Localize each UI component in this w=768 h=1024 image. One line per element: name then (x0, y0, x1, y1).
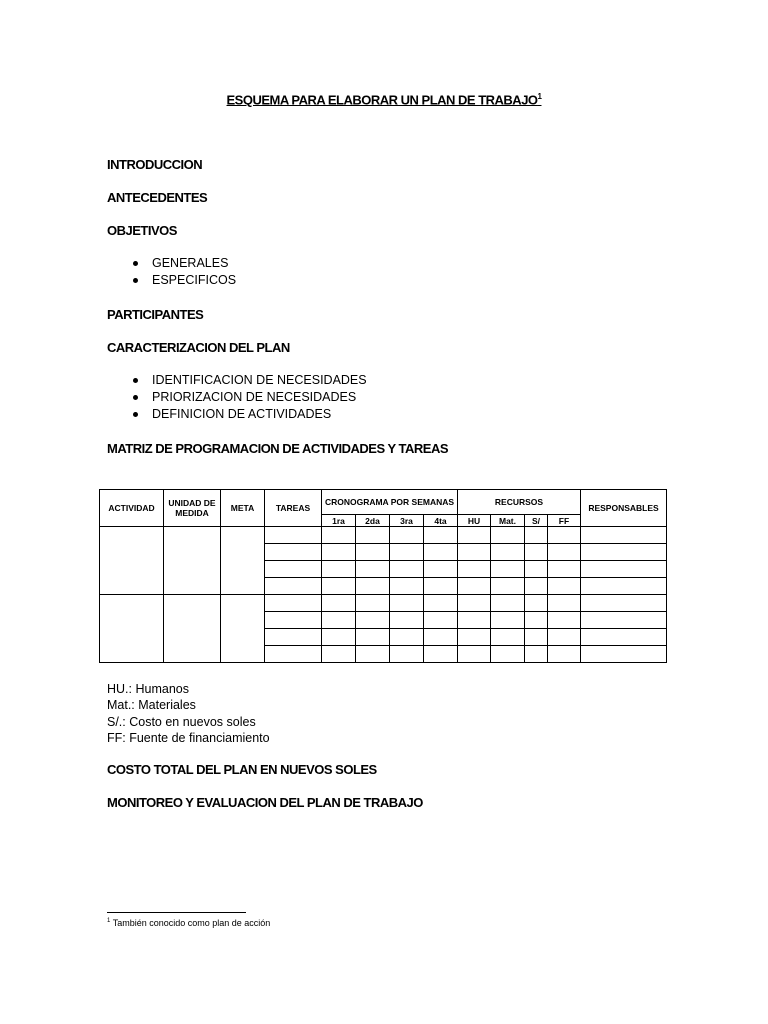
col-header-recurso: S/ (525, 515, 548, 527)
table-cell (525, 561, 548, 578)
heading-introduccion: INTRODUCCION (107, 157, 203, 172)
document-title: ESQUEMA PARA ELABORAR UN PLAN DE TRABAJO$^1$ (226, 92, 542, 108)
table-cell (424, 629, 458, 646)
col-header-semana: 4ta (424, 515, 458, 527)
table-cell (525, 595, 548, 612)
table-cell (322, 612, 356, 629)
table-cell (491, 561, 525, 578)
table-cell (548, 578, 581, 595)
footnote-divider (107, 912, 246, 913)
col-header-actividad: ACTIVIDAD (100, 490, 164, 527)
table-cell (356, 612, 390, 629)
table-cell (221, 595, 265, 663)
matrix-body (100, 527, 667, 663)
table-cell (548, 527, 581, 544)
heading-matriz: MATRIZ DE PROGRAMACION DE ACTIVIDADES Y TAREAS (107, 441, 449, 456)
table-cell (100, 595, 164, 663)
legend-item: HU.: Humanos (107, 682, 189, 696)
table-cell (525, 578, 548, 595)
table-cell (525, 544, 548, 561)
table-cell (581, 612, 667, 629)
table-cell (581, 544, 667, 561)
table-cell (390, 561, 424, 578)
table-cell (458, 646, 491, 663)
heading-antecedentes: ANTECEDENTES (107, 190, 208, 205)
table-cell (390, 578, 424, 595)
caracterizacion-list (107, 372, 367, 423)
footnote-mark: 1 (107, 918, 111, 924)
col-header-unidad-medida: UNIDAD DE MEDIDA (164, 490, 221, 527)
col-header-semana: 2da (356, 515, 390, 527)
table-cell (581, 595, 667, 612)
table-cell (458, 561, 491, 578)
list-item: IDENTIFICACION DE NECESIDADES (107, 372, 367, 389)
table-cell (424, 612, 458, 629)
table-cell (424, 646, 458, 663)
table-cell (390, 646, 424, 663)
table-cell (390, 612, 424, 629)
table-cell (424, 595, 458, 612)
col-header-semana: 3ra (390, 515, 424, 527)
heading-objetivos: OBJETIVOS (107, 223, 177, 238)
table-cell (525, 612, 548, 629)
table-cell (356, 578, 390, 595)
table-cell (458, 578, 491, 595)
table-cell (525, 646, 548, 663)
footnote-text: También conocido como plan de acción (112, 918, 271, 928)
table-cell (100, 527, 164, 595)
col-header-recurso: Mat. (491, 515, 525, 527)
col-header-recurso: FF (548, 515, 581, 527)
table-row (100, 595, 667, 612)
table-cell (424, 578, 458, 595)
table-cell (424, 544, 458, 561)
table-cell (458, 629, 491, 646)
table-cell (491, 646, 525, 663)
col-header-meta: META (221, 490, 265, 527)
legend-item: FF: Fuente de financiamiento (107, 730, 270, 745)
table-row (100, 527, 667, 544)
table-cell (491, 527, 525, 544)
table-cell (356, 544, 390, 561)
table-cell (356, 629, 390, 646)
table-cell (548, 629, 581, 646)
list-item: PRIORIZACION DE NECESIDADES (107, 389, 367, 406)
col-header-responsables: RESPONSABLES (581, 490, 667, 527)
col-header-tareas: TAREAS (265, 490, 322, 527)
table-cell (548, 544, 581, 561)
table-cell (265, 527, 322, 544)
table-cell (265, 595, 322, 612)
table-cell (356, 646, 390, 663)
table-cell (491, 629, 525, 646)
table-cell (581, 527, 667, 544)
col-header-semana: 1ra (322, 515, 356, 527)
table-cell (458, 544, 491, 561)
table-cell (164, 527, 221, 595)
table-cell (265, 561, 322, 578)
table-cell (491, 578, 525, 595)
table-cell (322, 561, 356, 578)
table-cell (265, 629, 322, 646)
table-cell (581, 561, 667, 578)
list-item: GENERALES (107, 255, 236, 272)
legend-item: S/.: Costo en nuevos soles (107, 714, 256, 729)
table-cell (265, 544, 322, 561)
table-cell (322, 646, 356, 663)
table-cell (458, 527, 491, 544)
heading-caracterizacion: CARACTERIZACION DEL PLAN (107, 340, 290, 355)
table-cell (525, 629, 548, 646)
footnote (107, 918, 270, 928)
table-cell (458, 595, 491, 612)
table-cell (221, 527, 265, 595)
table-cell (491, 544, 525, 561)
table-cell (390, 629, 424, 646)
heading-participantes: PARTICIPANTES (107, 307, 204, 322)
heading-costo: COSTO TOTAL DEL PLAN EN NUEVOS SOLES (107, 762, 377, 777)
table-cell (322, 544, 356, 561)
table-cell (322, 629, 356, 646)
table-cell (322, 595, 356, 612)
col-header-cronograma: CRONOGRAMA POR SEMANAS (322, 490, 458, 515)
table-cell (322, 578, 356, 595)
table-cell (390, 544, 424, 561)
heading-monitoreo: MONITOREO Y EVALUACION DEL PLAN DE TRABAJO (107, 795, 423, 810)
table-cell (548, 561, 581, 578)
list-item: DEFINICION DE ACTIVIDADES (107, 406, 367, 423)
title-footnote-mark: 1 (537, 92, 542, 101)
table-cell (581, 646, 667, 663)
table-cell (491, 612, 525, 629)
col-header-recursos: RECURSOS (458, 490, 581, 515)
table-cell (356, 595, 390, 612)
table-cell (548, 595, 581, 612)
table-cell (458, 612, 491, 629)
table-cell (424, 561, 458, 578)
table-cell (265, 578, 322, 595)
table-cell (265, 646, 322, 663)
table-cell (164, 595, 221, 663)
legend-item: Mat.: Materiales (107, 698, 196, 713)
table-cell (390, 527, 424, 544)
table-cell (491, 595, 525, 612)
list-item: ESPECIFICOS (107, 272, 236, 289)
table-cell (525, 527, 548, 544)
table-cell (356, 561, 390, 578)
table-cell (265, 612, 322, 629)
table-cell (390, 595, 424, 612)
objetivos-list (107, 255, 236, 289)
table-cell (581, 578, 667, 595)
programming-matrix-table (99, 489, 667, 663)
legend (107, 681, 270, 746)
col-header-recurso: HU (458, 515, 491, 527)
table-cell (581, 629, 667, 646)
table-cell (548, 612, 581, 629)
table-cell (548, 646, 581, 663)
table-cell (356, 527, 390, 544)
table-cell (322, 527, 356, 544)
table-cell (424, 527, 458, 544)
